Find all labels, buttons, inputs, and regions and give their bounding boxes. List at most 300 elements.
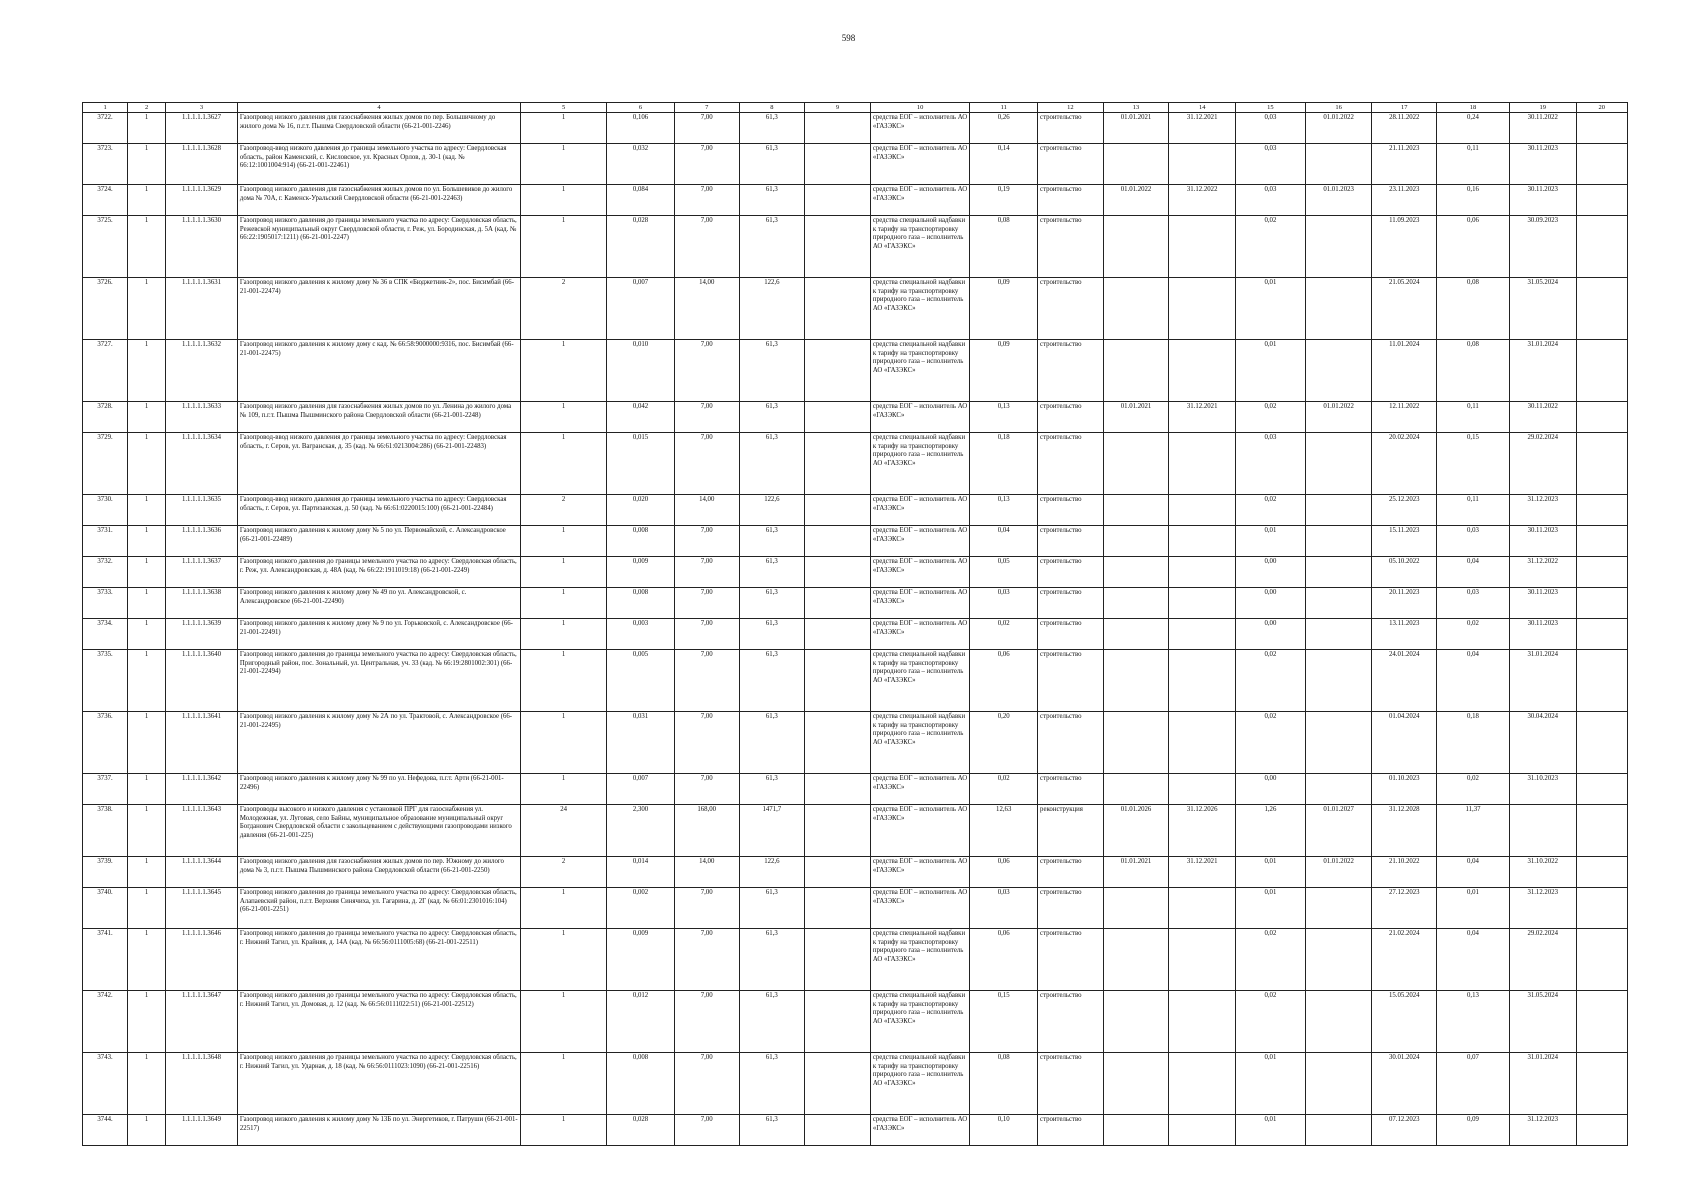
table-row (83, 185, 1628, 216)
cell-completion-date: 15.05.2024 (1372, 991, 1437, 1053)
cell-col-2: 1 (128, 144, 166, 185)
cell-col-11: 0,26 (970, 113, 1038, 144)
cell-completion-date: 12.11.2022 (1372, 402, 1437, 433)
table-row (83, 929, 1628, 991)
column-header-6: 6 (607, 103, 675, 113)
cell-col-2: 1 (128, 495, 166, 526)
cell-start-date (1103, 526, 1169, 557)
cell-row-number: 3733. (83, 588, 128, 619)
cell-completion-date: 30.01.2024 (1372, 1053, 1437, 1115)
cell-col-7: 7,00 (674, 402, 739, 433)
cell-completion-date: 01.04.2024 (1372, 712, 1437, 774)
cell-work-type: строительство (1038, 619, 1104, 650)
cell-col-6: 0,015 (607, 433, 675, 495)
cell-row-number: 3735. (83, 650, 128, 712)
cell-col-7: 7,00 (674, 619, 739, 650)
cell-col-15: 0,01 (1236, 526, 1306, 557)
cell-completion-date: 20.11.2023 (1372, 588, 1437, 619)
cell-col-15: 0,02 (1236, 216, 1306, 278)
cell-commissioning-date: 30.11.2023 (1509, 185, 1576, 216)
cell-commissioning-date: 31.10.2022 (1509, 857, 1576, 888)
column-header-3: 3 (166, 103, 238, 113)
cell-commissioning-date: 31.12.2023 (1509, 888, 1576, 929)
cell-work-type: строительство (1038, 588, 1104, 619)
cell-col-7: 7,00 (674, 650, 739, 712)
cell-row-number: 3734. (83, 619, 128, 650)
cell-row-number: 3727. (83, 340, 128, 402)
cell-completion-date: 23.11.2023 (1372, 185, 1437, 216)
cell-completion-date: 01.10.2023 (1372, 774, 1437, 805)
cell-col-6: 0,008 (607, 526, 675, 557)
cell-col-2: 1 (128, 991, 166, 1053)
cell-col-6: 0,007 (607, 774, 675, 805)
cell-commissioning-date: 30.11.2023 (1509, 619, 1576, 650)
cell-funding-source: средства ЕОГ – исполнитель АО «ГАЗЭКС» (870, 1115, 970, 1146)
cell-col-7: 168,00 (674, 805, 739, 857)
table-row (83, 1115, 1628, 1146)
cell-start-date (1103, 340, 1169, 402)
cell-col-2: 1 (128, 619, 166, 650)
cell-funding-source: средства специальной надбавки к тарифу на транспортировку природного газа – исполнитель АО «ГАЗЭКС» (870, 991, 970, 1053)
column-header-14: 14 (1169, 103, 1236, 113)
cell-col-16 (1305, 774, 1372, 805)
cell-col-6: 0,008 (607, 588, 675, 619)
cell-col-18: 0,07 (1437, 1053, 1510, 1115)
column-header-17: 17 (1372, 103, 1437, 113)
cell-col-6: 0,003 (607, 619, 675, 650)
cell-col-5: 2 (521, 857, 607, 888)
cell-col-20 (1576, 588, 1627, 619)
cell-funding-source: средства ЕОГ – исполнитель АО «ГАЗЭКС» (870, 888, 970, 929)
cell-col-16 (1305, 1115, 1372, 1146)
cell-funding-source: средства специальной надбавки к тарифу на транспортировку природного газа – исполнитель АО «ГАЗЭКС» (870, 433, 970, 495)
table-row (83, 557, 1628, 588)
cell-col-16: 01.01.2027 (1305, 805, 1372, 857)
cell-col-20 (1576, 433, 1627, 495)
cell-col-18: 0,04 (1437, 650, 1510, 712)
column-header-10: 10 (870, 103, 970, 113)
cell-work-type: реконструкция (1038, 805, 1104, 857)
cell-col-2: 1 (128, 557, 166, 588)
cell-row-number: 3729. (83, 433, 128, 495)
table-row (83, 216, 1628, 278)
cell-row-number: 3730. (83, 495, 128, 526)
column-header-7: 7 (674, 103, 739, 113)
cell-completion-date: 21.02.2024 (1372, 929, 1437, 991)
cell-commissioning-date: 31.12.2022 (1509, 557, 1576, 588)
cell-funding-source: средства ЕОГ – исполнитель АО «ГАЗЭКС» (870, 774, 970, 805)
cell-row-number: 3741. (83, 929, 128, 991)
cell-completion-date: 21.11.2023 (1372, 144, 1437, 185)
cell-col-18: 0,03 (1437, 588, 1510, 619)
cell-col-11: 0,09 (970, 278, 1038, 340)
cell-start-date (1103, 888, 1169, 929)
cell-col-15: 0,01 (1236, 278, 1306, 340)
cell-work-type: строительство (1038, 1115, 1104, 1146)
cell-project-code: 1.1.1.1.1.3644 (166, 857, 238, 888)
cell-col-11: 0,19 (970, 185, 1038, 216)
page-number: 598 (841, 33, 856, 43)
cell-row-number: 3736. (83, 712, 128, 774)
cell-col-9 (805, 402, 871, 433)
cell-project-description: Газопровод-ввод низкого давления до границы земельного участка по адресу: Свердловская область, г. Серов, ул. Вагранская, д. 35 (кад. № 66:61:0213004:286) (66-21-001-22483) (237, 433, 520, 495)
cell-col-7: 7,00 (674, 113, 739, 144)
cell-commissioning-date: 31.01.2024 (1509, 650, 1576, 712)
cell-col-7: 7,00 (674, 929, 739, 991)
cell-col-5: 1 (521, 185, 607, 216)
cell-col-7: 7,00 (674, 433, 739, 495)
cell-col-15: 0,01 (1236, 1053, 1306, 1115)
cell-col-18: 0,13 (1437, 991, 1510, 1053)
cell-col-18: 0,24 (1437, 113, 1510, 144)
cell-funding-source: средства специальной надбавки к тарифу на транспортировку природного газа – исполнитель АО «ГАЗЭКС» (870, 278, 970, 340)
cell-row-number: 3725. (83, 216, 128, 278)
cell-start-date (1103, 433, 1169, 495)
cell-col-18: 0,11 (1437, 495, 1510, 526)
column-header-20: 20 (1576, 103, 1627, 113)
cell-project-description: Газопровод низкого давления для газоснабжения жилых домов по пер. Южному до жилого дома № 3, п.г.т. Пышма Пышминского района Свердловской области (66-21-001-2250) (237, 857, 520, 888)
cell-col-18: 0,01 (1437, 888, 1510, 929)
cell-col-2: 1 (128, 340, 166, 402)
cell-start-date: 01.01.2026 (1103, 805, 1169, 857)
cell-col-15: 0,02 (1236, 712, 1306, 774)
cell-col-18: 0,15 (1437, 433, 1510, 495)
cell-work-type: строительство (1038, 278, 1104, 340)
cell-col-7: 14,00 (674, 278, 739, 340)
cell-project-code: 1.1.1.1.1.3634 (166, 433, 238, 495)
cell-col-8: 61,3 (739, 991, 805, 1053)
cell-start-date: 01.01.2022 (1103, 185, 1169, 216)
cell-col-9 (805, 144, 871, 185)
cell-funding-source: средства ЕОГ – исполнитель АО «ГАЗЭКС» (870, 495, 970, 526)
cell-row-number: 3740. (83, 888, 128, 929)
cell-col-6: 0,028 (607, 216, 675, 278)
cell-col-7: 7,00 (674, 526, 739, 557)
cell-col-2: 1 (128, 712, 166, 774)
cell-col-16 (1305, 557, 1372, 588)
cell-work-type: строительство (1038, 526, 1104, 557)
cell-col-7: 7,00 (674, 991, 739, 1053)
cell-col-8: 61,3 (739, 588, 805, 619)
cell-funding-source: средства ЕОГ – исполнитель АО «ГАЗЭКС» (870, 113, 970, 144)
cell-col-5: 2 (521, 495, 607, 526)
cell-col-11: 0,02 (970, 619, 1038, 650)
cell-row-number: 3732. (83, 557, 128, 588)
cell-funding-source: средства специальной надбавки к тарифу на транспортировку природного газа – исполнитель АО «ГАЗЭКС» (870, 712, 970, 774)
cell-col-18: 0,03 (1437, 526, 1510, 557)
cell-end-date (1169, 557, 1236, 588)
cell-project-description: Газопровод низкого давления для газоснабжения жилых домов по пер. Большичному до жилого дома № 16, п.г.т. Пышма Свердловской области (66-21-001-2246) (237, 113, 520, 144)
table-row (83, 774, 1628, 805)
cell-col-9 (805, 588, 871, 619)
column-header-13: 13 (1103, 103, 1169, 113)
cell-completion-date: 15.11.2023 (1372, 526, 1437, 557)
cell-col-5: 24 (521, 805, 607, 857)
cell-col-2: 1 (128, 929, 166, 991)
cell-col-7: 7,00 (674, 1115, 739, 1146)
table-row (83, 650, 1628, 712)
cell-col-20 (1576, 1053, 1627, 1115)
cell-funding-source: средства ЕОГ – исполнитель АО «ГАЗЭКС» (870, 402, 970, 433)
cell-end-date: 31.12.2021 (1169, 113, 1236, 144)
table-row (83, 991, 1628, 1053)
cell-end-date: 31.12.2021 (1169, 857, 1236, 888)
cell-col-7: 7,00 (674, 185, 739, 216)
cell-project-description: Газопровод низкого давления для газоснабжения жилых домов по ул. Ленина до жилого дома № 109, п.г.т. Пышма Пышминского района Свердловской области (66-21-001-2248) (237, 402, 520, 433)
cell-col-2: 1 (128, 650, 166, 712)
cell-col-9 (805, 888, 871, 929)
cell-completion-date: 11.09.2023 (1372, 216, 1437, 278)
cell-col-11: 0,02 (970, 774, 1038, 805)
cell-col-15: 0,01 (1236, 1115, 1306, 1146)
cell-col-5: 1 (521, 402, 607, 433)
cell-col-5: 1 (521, 340, 607, 402)
cell-col-9 (805, 278, 871, 340)
cell-col-9 (805, 216, 871, 278)
cell-col-15: 0,02 (1236, 991, 1306, 1053)
cell-col-16 (1305, 619, 1372, 650)
cell-col-6: 2,300 (607, 805, 675, 857)
cell-funding-source: средства специальной надбавки к тарифу на транспортировку природного газа – исполнитель АО «ГАЗЭКС» (870, 929, 970, 991)
cell-commissioning-date: 30.11.2023 (1509, 526, 1576, 557)
cell-completion-date: 21.10.2022 (1372, 857, 1437, 888)
cell-funding-source: средства ЕОГ – исполнитель АО «ГАЗЭКС» (870, 588, 970, 619)
cell-start-date (1103, 278, 1169, 340)
cell-project-description: Газопровод низкого давления к жилому дому № 9 по ул. Горьковской, с. Александровское (66-21-001-22491) (237, 619, 520, 650)
cell-col-2: 1 (128, 774, 166, 805)
cell-commissioning-date: 31.01.2024 (1509, 340, 1576, 402)
cell-col-2: 1 (128, 1115, 166, 1146)
cell-col-8: 61,3 (739, 929, 805, 991)
table-row (83, 144, 1628, 185)
cell-project-description: Газопровод низкого давления для газоснабжения жилых домов по ул. Большевиков до жилого дома № 70А, г. Каменск-Уральский Свердловской области (66-21-001-22463) (237, 185, 520, 216)
cell-col-15: 0,02 (1236, 650, 1306, 712)
cell-project-code: 1.1.1.1.1.3643 (166, 805, 238, 857)
cell-row-number: 3722. (83, 113, 128, 144)
cell-col-9 (805, 650, 871, 712)
cell-funding-source: средства специальной надбавки к тарифу на транспортировку природного газа – исполнитель АО «ГАЗЭКС» (870, 650, 970, 712)
cell-col-5: 1 (521, 619, 607, 650)
cell-commissioning-date: 29.02.2024 (1509, 433, 1576, 495)
cell-col-5: 1 (521, 557, 607, 588)
cell-work-type: строительство (1038, 712, 1104, 774)
cell-col-6: 0,028 (607, 1115, 675, 1146)
cell-work-type: строительство (1038, 991, 1104, 1053)
cell-col-20 (1576, 712, 1627, 774)
cell-col-9 (805, 805, 871, 857)
cell-col-18: 0,02 (1437, 619, 1510, 650)
cell-end-date: 31.12.2021 (1169, 402, 1236, 433)
cell-col-18: 0,04 (1437, 857, 1510, 888)
cell-col-5: 1 (521, 433, 607, 495)
cell-start-date (1103, 991, 1169, 1053)
cell-commissioning-date: 29.02.2024 (1509, 929, 1576, 991)
cell-col-20 (1576, 185, 1627, 216)
cell-row-number: 3744. (83, 1115, 128, 1146)
cell-col-8: 61,3 (739, 650, 805, 712)
cell-col-9 (805, 185, 871, 216)
cell-col-5: 2 (521, 278, 607, 340)
cell-start-date (1103, 650, 1169, 712)
cell-project-description: Газопровод низкого давления до границы земельного участка по адресу: Свердловская область, Алапаевский район, п.г.т. Верхняя Синячиха, ул. Гагарина, д. 2Г (кад. № 66:01:2301016:104) (66-21-001-2251) (237, 888, 520, 929)
cell-project-description: Газопровод низкого давления к жилому дому № 13Б по ул. Энергетиков, г. Патруши (66-21-001-22517) (237, 1115, 520, 1146)
cell-col-16: 01.01.2022 (1305, 113, 1372, 144)
cell-completion-date: 24.01.2024 (1372, 650, 1437, 712)
cell-col-15: 0,00 (1236, 588, 1306, 619)
cell-col-8: 61,3 (739, 1053, 805, 1115)
cell-commissioning-date (1509, 805, 1576, 857)
cell-col-8: 61,3 (739, 113, 805, 144)
cell-col-5: 1 (521, 1115, 607, 1146)
cell-col-15: 0,01 (1236, 888, 1306, 929)
cell-col-6: 0,010 (607, 340, 675, 402)
column-header-15: 15 (1236, 103, 1306, 113)
table-row (83, 340, 1628, 402)
cell-end-date (1169, 1053, 1236, 1115)
cell-project-code: 1.1.1.1.1.3629 (166, 185, 238, 216)
cell-col-5: 1 (521, 526, 607, 557)
cell-col-9 (805, 113, 871, 144)
cell-col-8: 61,3 (739, 185, 805, 216)
cell-completion-date: 20.02.2024 (1372, 433, 1437, 495)
cell-col-2: 1 (128, 526, 166, 557)
cell-col-9 (805, 929, 871, 991)
column-header-4: 4 (237, 103, 520, 113)
cell-project-code: 1.1.1.1.1.3637 (166, 557, 238, 588)
cell-start-date (1103, 619, 1169, 650)
cell-col-8: 122,6 (739, 278, 805, 340)
cell-commissioning-date: 30.04.2024 (1509, 712, 1576, 774)
cell-col-8: 122,6 (739, 857, 805, 888)
cell-col-2: 1 (128, 113, 166, 144)
cell-col-2: 1 (128, 185, 166, 216)
cell-commissioning-date: 31.05.2024 (1509, 991, 1576, 1053)
cell-project-description: Газопровод низкого давления до границы земельного участка по адресу: Свердловская область, г. Реж, ул. Александровская, д. 48А (кад. № 66:22:1911019:18) (66-21-001-2249) (237, 557, 520, 588)
cell-funding-source: средства ЕОГ – исполнитель АО «ГАЗЭКС» (870, 526, 970, 557)
cell-col-2: 1 (128, 588, 166, 619)
cell-end-date (1169, 774, 1236, 805)
cell-col-5: 1 (521, 144, 607, 185)
cell-funding-source: средства ЕОГ – исполнитель АО «ГАЗЭКС» (870, 619, 970, 650)
cell-col-8: 61,3 (739, 774, 805, 805)
cell-col-9 (805, 991, 871, 1053)
cell-col-11: 0,08 (970, 216, 1038, 278)
cell-col-2: 1 (128, 1053, 166, 1115)
cell-col-9 (805, 1053, 871, 1115)
cell-project-code: 1.1.1.1.1.3639 (166, 619, 238, 650)
cell-end-date (1169, 888, 1236, 929)
cell-col-8: 1471,7 (739, 805, 805, 857)
cell-work-type: строительство (1038, 433, 1104, 495)
column-header-11: 11 (970, 103, 1038, 113)
cell-col-15: 0,01 (1236, 857, 1306, 888)
column-header-8: 8 (739, 103, 805, 113)
cell-start-date: 01.01.2021 (1103, 113, 1169, 144)
table-row (83, 619, 1628, 650)
cell-col-18: 0,18 (1437, 712, 1510, 774)
cell-col-2: 1 (128, 805, 166, 857)
cell-col-5: 1 (521, 650, 607, 712)
cell-col-15: 0,00 (1236, 619, 1306, 650)
cell-col-6: 0,007 (607, 278, 675, 340)
cell-col-15: 1,26 (1236, 805, 1306, 857)
cell-col-20 (1576, 650, 1627, 712)
cell-col-16 (1305, 929, 1372, 991)
cell-row-number: 3723. (83, 144, 128, 185)
cell-project-code: 1.1.1.1.1.3632 (166, 340, 238, 402)
cell-project-code: 1.1.1.1.1.3631 (166, 278, 238, 340)
cell-col-16 (1305, 340, 1372, 402)
cell-col-15: 0,03 (1236, 433, 1306, 495)
cell-end-date: 31.12.2022 (1169, 185, 1236, 216)
cell-col-11: 0,14 (970, 144, 1038, 185)
cell-col-6: 0,014 (607, 857, 675, 888)
cell-col-9 (805, 557, 871, 588)
cell-col-9 (805, 495, 871, 526)
column-number-header-row (83, 103, 1628, 113)
cell-funding-source: средства ЕОГ – исполнитель АО «ГАЗЭКС» (870, 185, 970, 216)
cell-col-5: 1 (521, 712, 607, 774)
cell-col-6: 0,042 (607, 402, 675, 433)
cell-col-2: 1 (128, 433, 166, 495)
cell-completion-date: 27.12.2023 (1372, 888, 1437, 929)
cell-end-date (1169, 1115, 1236, 1146)
cell-col-6: 0,012 (607, 991, 675, 1053)
cell-funding-source: средства специальной надбавки к тарифу на транспортировку природного газа – исполнитель АО «ГАЗЭКС» (870, 216, 970, 278)
cell-project-description: Газопровод низкого давления до границы земельного участка по адресу: Свердловская область, Пригородный район, пос. Зональный, ул. Центральная, уч. 33 (кад. № 66:19:2801002:301) (66-21-001-22494) (237, 650, 520, 712)
cell-completion-date: 28.11.2022 (1372, 113, 1437, 144)
cell-col-16 (1305, 712, 1372, 774)
cell-project-description: Газопровод низкого давления к жилому дому № 2А по ул. Трактовой, с. Александровское (66-21-001-22495) (237, 712, 520, 774)
cell-commissioning-date: 30.11.2023 (1509, 588, 1576, 619)
cell-row-number: 3728. (83, 402, 128, 433)
cell-col-20 (1576, 402, 1627, 433)
cell-col-7: 14,00 (674, 495, 739, 526)
cell-col-5: 1 (521, 888, 607, 929)
cell-row-number: 3726. (83, 278, 128, 340)
cell-project-code: 1.1.1.1.1.3647 (166, 991, 238, 1053)
cell-project-description: Газопровод низкого давления к жилому дому с кад. № 66:58:9000000:9316, пос. Бисимбай (66-21-001-22475) (237, 340, 520, 402)
cell-col-20 (1576, 991, 1627, 1053)
cell-col-7: 7,00 (674, 557, 739, 588)
cell-funding-source: средства специальной надбавки к тарифу на транспортировку природного газа – исполнитель АО «ГАЗЭКС» (870, 1053, 970, 1115)
cell-col-6: 0,009 (607, 929, 675, 991)
cell-col-20 (1576, 340, 1627, 402)
cell-col-16 (1305, 278, 1372, 340)
cell-project-code: 1.1.1.1.1.3636 (166, 526, 238, 557)
cell-funding-source: средства ЕОГ – исполнитель АО «ГАЗЭКС» (870, 557, 970, 588)
cell-col-8: 61,3 (739, 1115, 805, 1146)
cell-work-type: строительство (1038, 650, 1104, 712)
cell-col-15: 0,02 (1236, 402, 1306, 433)
cell-completion-date: 13.11.2023 (1372, 619, 1437, 650)
cell-col-18: 0,04 (1437, 557, 1510, 588)
cell-work-type: строительство (1038, 888, 1104, 929)
cell-row-number: 3742. (83, 991, 128, 1053)
column-header-9: 9 (805, 103, 871, 113)
cell-col-11: 0,10 (970, 1115, 1038, 1146)
cell-col-18: 11,37 (1437, 805, 1510, 857)
cell-col-11: 0,06 (970, 650, 1038, 712)
cell-col-18: 0,09 (1437, 1115, 1510, 1146)
cell-col-2: 1 (128, 888, 166, 929)
table-row (83, 588, 1628, 619)
cell-col-16 (1305, 650, 1372, 712)
table-row (83, 526, 1628, 557)
cell-col-20 (1576, 805, 1627, 857)
cell-col-11: 0,05 (970, 557, 1038, 588)
cell-col-5: 1 (521, 216, 607, 278)
